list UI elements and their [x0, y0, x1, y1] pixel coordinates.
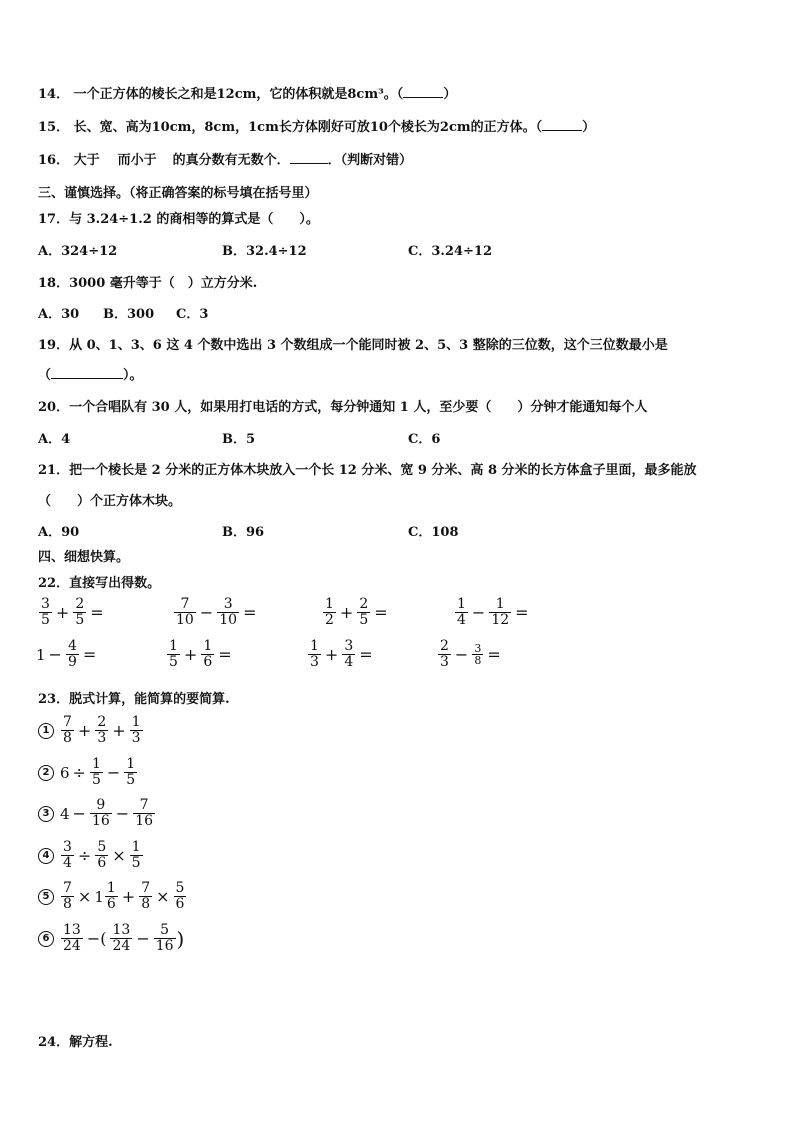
denominator: 16 [135, 813, 154, 829]
fraction [130, 715, 143, 746]
question-19-answer [38, 364, 143, 383]
numerator: 9 [90, 798, 112, 814]
question-18: 18．3000 毫升等于（ ）立方分米. [38, 276, 258, 291]
fraction [61, 715, 74, 746]
fraction [39, 597, 52, 628]
operator: × [112, 846, 126, 865]
calc-item [36, 639, 99, 670]
calc-item [38, 597, 107, 628]
operator: + [324, 645, 339, 664]
fraction [323, 597, 336, 628]
calc-item [437, 639, 504, 670]
numerator: 1 [325, 596, 334, 612]
denominator: 8 [63, 730, 72, 746]
fraction [174, 881, 187, 912]
numerator: 1 [169, 638, 178, 654]
calc-step-item-4 [38, 840, 144, 871]
option-a[interactable]: A．90 [38, 525, 80, 540]
circled-number: 1 [38, 723, 54, 739]
numerator: 1 [310, 638, 319, 654]
calc-item [307, 639, 376, 670]
option-b[interactable]: B．300 [103, 307, 155, 322]
option-a[interactable]: A．324÷12 [38, 244, 118, 259]
numerator: 5 [97, 839, 107, 855]
numerator: 2 [359, 596, 369, 612]
question-text-c: 的真分数有无数个． [172, 153, 290, 168]
option-a[interactable]: A．4 [38, 432, 71, 447]
numerator: 13 [63, 922, 81, 938]
numerator: 7 [174, 597, 196, 613]
numerator: 1 [457, 596, 466, 612]
operator: − [72, 804, 86, 823]
calc-step-item-1 [38, 715, 144, 746]
operator: ÷ [77, 846, 92, 865]
circled-number: 2 [38, 765, 54, 781]
fraction [110, 923, 132, 954]
circled-number: 5 [38, 889, 54, 905]
calc-step-item-6 [38, 923, 184, 954]
numerator: 3 [344, 638, 354, 654]
question-23: 23．脱式计算，能简算的要简算. [38, 692, 230, 707]
section-title-3: 三、谨慎选择。（将正确答案的标号填在括号里） [38, 186, 318, 201]
fraction [308, 639, 321, 670]
answer-blank[interactable] [542, 119, 582, 131]
fraction [124, 757, 137, 788]
operator: − [454, 645, 469, 664]
question-24: 24．解方程. [38, 1035, 113, 1050]
operator: −( [86, 929, 107, 948]
numerator: 5 [154, 923, 176, 939]
numerator: 7 [133, 798, 155, 814]
numerator: 7 [63, 880, 72, 896]
question-15 [38, 116, 595, 135]
question-21-line2: （ ）个正方体木块。 [38, 494, 182, 509]
calc-item [166, 639, 235, 670]
whole-number: 1 [94, 887, 104, 906]
question-number: 14． [38, 87, 70, 102]
operator: = [487, 645, 501, 664]
fraction [61, 923, 83, 954]
numerator: 13 [112, 922, 131, 938]
operator: + [55, 603, 70, 622]
operator: + [112, 721, 126, 740]
option-c[interactable]: C．3.24÷12 [408, 244, 492, 259]
question-text-b: 而小于 [117, 153, 157, 168]
numerator: 7 [141, 880, 151, 896]
denominator: 8 [141, 896, 151, 912]
fraction [342, 639, 355, 670]
question-17: 17．与 3.24÷1.2 的商相等的算式是（ ）。 [38, 212, 319, 227]
whole-number: 6 [60, 763, 70, 782]
operator: − [199, 603, 214, 622]
denominator: 3 [310, 654, 319, 670]
operator: = [515, 603, 529, 622]
numerator: 1 [131, 714, 141, 730]
numerator: 5 [175, 880, 185, 896]
denominator: 12 [491, 612, 510, 628]
circled-number: 4 [38, 848, 54, 864]
question-22: 22．直接写出得数。 [38, 576, 161, 591]
fraction [174, 597, 196, 628]
denominator: 5 [75, 612, 85, 628]
fraction [217, 597, 239, 628]
operator: ÷ [72, 763, 86, 782]
option-c[interactable]: C．6 [408, 432, 441, 447]
answer-blank[interactable] [290, 152, 328, 164]
fraction [95, 715, 108, 746]
denominator: 5 [169, 654, 178, 670]
operator: + [121, 887, 136, 906]
fraction [61, 881, 74, 912]
numerator: 2 [440, 638, 449, 654]
whole-number: 4 [60, 804, 70, 823]
question-text-a: 大于 [73, 153, 100, 168]
numerator: 1 [91, 756, 101, 772]
question-text: 长、宽、高为10cm，8cm，1cm长方体刚好可放10个棱长为2cm的正方体。（ [73, 120, 543, 135]
denominator: 4 [457, 612, 466, 628]
numerator: 1 [106, 880, 116, 896]
circled-number: 6 [38, 931, 54, 947]
numerator: 3 [41, 596, 50, 612]
denominator: 5 [126, 772, 136, 788]
fraction [139, 881, 152, 912]
denominator: 5 [91, 772, 101, 788]
numerator: 1 [131, 839, 141, 855]
operator: − [106, 763, 121, 782]
numerator: 1 [489, 597, 511, 613]
operator: − [471, 603, 486, 622]
numerator: 3 [217, 597, 239, 613]
question-20: 20．一个合唱队有 30 人，如果用打电话的方式，每分钟通知 1 人，至少要（ ）分钟才能通知每个人 [38, 400, 648, 415]
calc-step-item-5 [38, 881, 187, 912]
denominator: 5 [359, 612, 369, 628]
denominator: 5 [131, 855, 141, 871]
denominator: 16 [91, 813, 110, 829]
denominator: 9 [67, 654, 77, 670]
numerator: 4 [67, 638, 77, 654]
denominator: 6 [203, 654, 213, 670]
operator: = [218, 645, 232, 664]
denominator: 2 [325, 612, 334, 628]
question-number: 16． [38, 153, 70, 168]
fraction [154, 923, 176, 954]
operator: = [243, 603, 257, 622]
numerator: 2 [75, 596, 85, 612]
fraction [90, 757, 103, 788]
numerator: 3 [474, 642, 482, 655]
operator: + [183, 645, 198, 664]
operator: − [136, 929, 150, 948]
close-paren: ）。 [123, 368, 143, 383]
answer-blank[interactable] [51, 367, 123, 379]
denominator: 10 [176, 612, 194, 628]
denominator: 6 [97, 855, 107, 871]
calc-item [454, 597, 532, 628]
close-paren: ） [443, 87, 457, 102]
fraction [133, 798, 155, 829]
denominator: 4 [344, 654, 354, 670]
denominator: 6 [106, 896, 116, 912]
fraction [66, 639, 79, 670]
whole-number: 1 [36, 645, 46, 664]
question-19: 19．从 0、1、3、6 这 4 个数中选出 3 个数组成一个能同时被 2、5、3 整除的三位数，这个三位数最小是 [38, 338, 668, 353]
option-c[interactable]: C．108 [408, 525, 459, 540]
denominator: 3 [97, 730, 107, 746]
operator: = [82, 645, 97, 664]
calc-step-item-2 [38, 757, 138, 788]
calc-step-item-3 [38, 798, 156, 829]
denominator: 3 [131, 730, 141, 746]
fraction [201, 639, 214, 670]
denominator: 24 [63, 938, 81, 954]
operator: × [77, 887, 92, 906]
denominator: 16 [155, 938, 174, 954]
circled-number: 3 [38, 806, 54, 822]
operator: + [77, 721, 92, 740]
question-14 [38, 83, 456, 102]
numerator: 2 [97, 714, 107, 730]
option-a[interactable]: A．30 [38, 307, 80, 322]
fraction [489, 597, 511, 628]
fraction [73, 597, 86, 628]
fraction [167, 639, 180, 670]
option-c[interactable]: C．3 [176, 307, 209, 322]
option-b[interactable]: B．5 [222, 432, 256, 447]
option-b[interactable]: B．96 [222, 525, 265, 540]
question-text: 一个正方体的棱长之和是12cm，它的体积就是8cm³。（ [73, 87, 404, 102]
numerator: 1 [203, 638, 213, 654]
fraction [130, 840, 143, 871]
section-title-4: 四、细想快算。 [38, 550, 130, 565]
fraction [95, 840, 108, 871]
fraction [438, 639, 451, 670]
operator: × [156, 887, 170, 906]
option-b[interactable]: B．32.4÷12 [222, 244, 307, 259]
denominator: 24 [112, 938, 131, 954]
denominator: 6 [175, 896, 185, 912]
denominator: 5 [41, 612, 50, 628]
numerator: 3 [63, 839, 72, 855]
answer-blank[interactable] [403, 86, 443, 98]
denominator: 8 [63, 896, 72, 912]
question-21: 21．把一个棱长是 2 分米的正方体木块放入一个长 12 分米、宽 9 分米、高 8 分米的长方体盒子里面，最多能放 [38, 463, 697, 478]
operator: = [359, 645, 373, 664]
operator: = [374, 603, 388, 622]
question-number: 15． [38, 120, 70, 135]
question-text-d: ．（判断对错） [327, 153, 413, 168]
denominator: 10 [219, 612, 238, 628]
fraction [90, 798, 112, 829]
open-paren: （ [38, 368, 52, 383]
operator: = [90, 603, 104, 622]
fraction [472, 643, 483, 666]
numerator: 1 [126, 756, 136, 772]
operator: − [115, 804, 130, 823]
question-16 [38, 149, 412, 168]
fraction [61, 840, 74, 871]
denominator: 3 [440, 654, 449, 670]
operator: − [48, 645, 62, 664]
calc-item [173, 597, 259, 628]
calc-item [322, 597, 391, 628]
fraction [105, 881, 118, 912]
fraction [357, 597, 370, 628]
operator: + [339, 603, 354, 622]
denominator: 4 [63, 855, 72, 871]
operator: ) [176, 926, 185, 951]
numerator: 7 [63, 714, 72, 730]
close-paren: ） [582, 120, 596, 135]
fraction [455, 597, 468, 628]
denominator: 8 [474, 654, 482, 667]
